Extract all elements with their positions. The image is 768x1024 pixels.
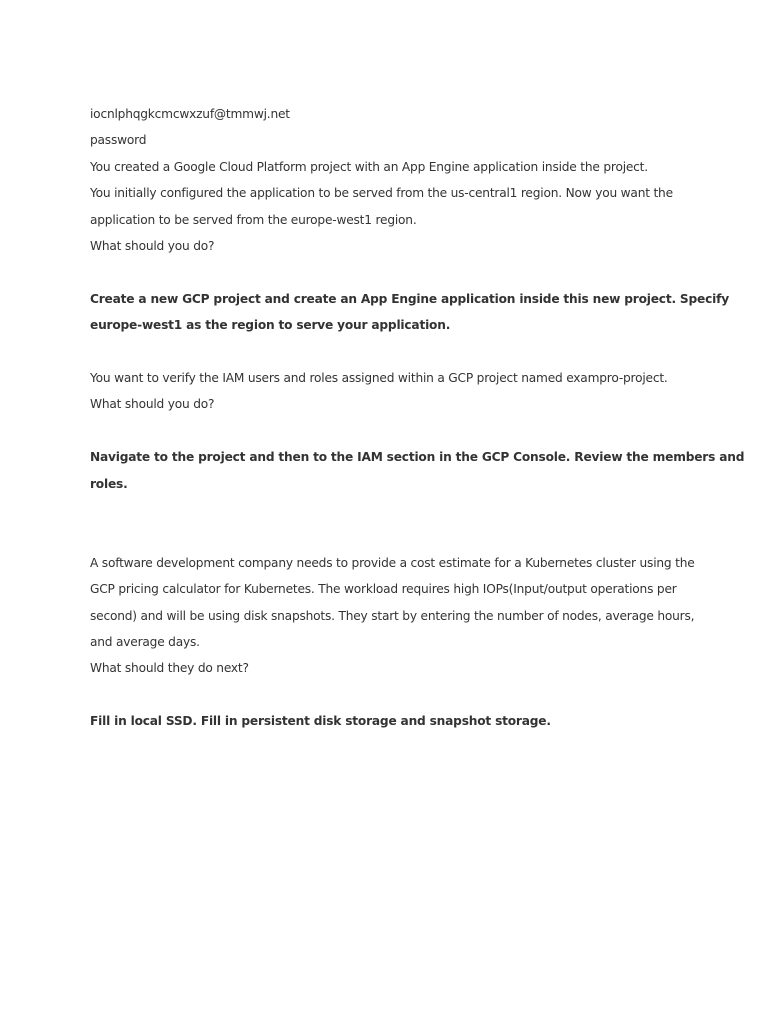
email-text: iocnlphqgkcmcwxzuf@tmmwj.net bbox=[90, 107, 290, 121]
question-3-line-3: second) and will be using disk snapshots. They start by entering the number of nodes, average hours, bbox=[90, 608, 695, 623]
spacer bbox=[90, 682, 690, 708]
question-1-line-2: You initially configured the application to be served from the us-central1 region. Now you want the bbox=[90, 186, 673, 201]
question-1-line-3: application to be served from the europe-west1 region. bbox=[90, 212, 417, 227]
spacer bbox=[90, 259, 690, 285]
password-text: password bbox=[90, 133, 147, 148]
question-1-line-1: You created a Google Cloud Platform project with an App Engine application inside the project. bbox=[90, 159, 648, 174]
answer-2-line-1: Navigate to the project and then to the IAM section in the GCP Console. Review the members and bbox=[90, 450, 745, 465]
answer-1-line-2: europe-west1 as the region to serve your application. bbox=[90, 318, 451, 333]
answer-2-line-2: roles. bbox=[90, 476, 128, 491]
spacer bbox=[90, 418, 690, 444]
question-3-prompt: What should they do next? bbox=[90, 661, 249, 676]
answer-3-line-1: Fill in local SSD. Fill in persistent disk storage and snapshot storage. bbox=[90, 714, 551, 729]
document-body bbox=[90, 101, 745, 735]
question-2-prompt: What should you do? bbox=[90, 397, 215, 412]
spacer bbox=[90, 339, 690, 365]
answer-1-line-1: Create a new GCP project and create an App Engine application inside this new project. Specify bbox=[90, 291, 729, 306]
spacer bbox=[90, 523, 690, 549]
question-3-line-1: A software development company needs to provide a cost estimate for a Kubernetes cluster using the bbox=[90, 555, 695, 570]
question-3-line-4: and average days. bbox=[90, 635, 200, 650]
question-2-line-1: You want to verify the IAM users and roles assigned within a GCP project named exampro-project. bbox=[90, 371, 668, 386]
question-1-prompt: What should you do? bbox=[90, 239, 215, 254]
question-3-line-2: GCP pricing calculator for Kubernetes. The workload requires high IOPs(Input/output operations per bbox=[90, 582, 677, 597]
spacer bbox=[90, 497, 690, 523]
